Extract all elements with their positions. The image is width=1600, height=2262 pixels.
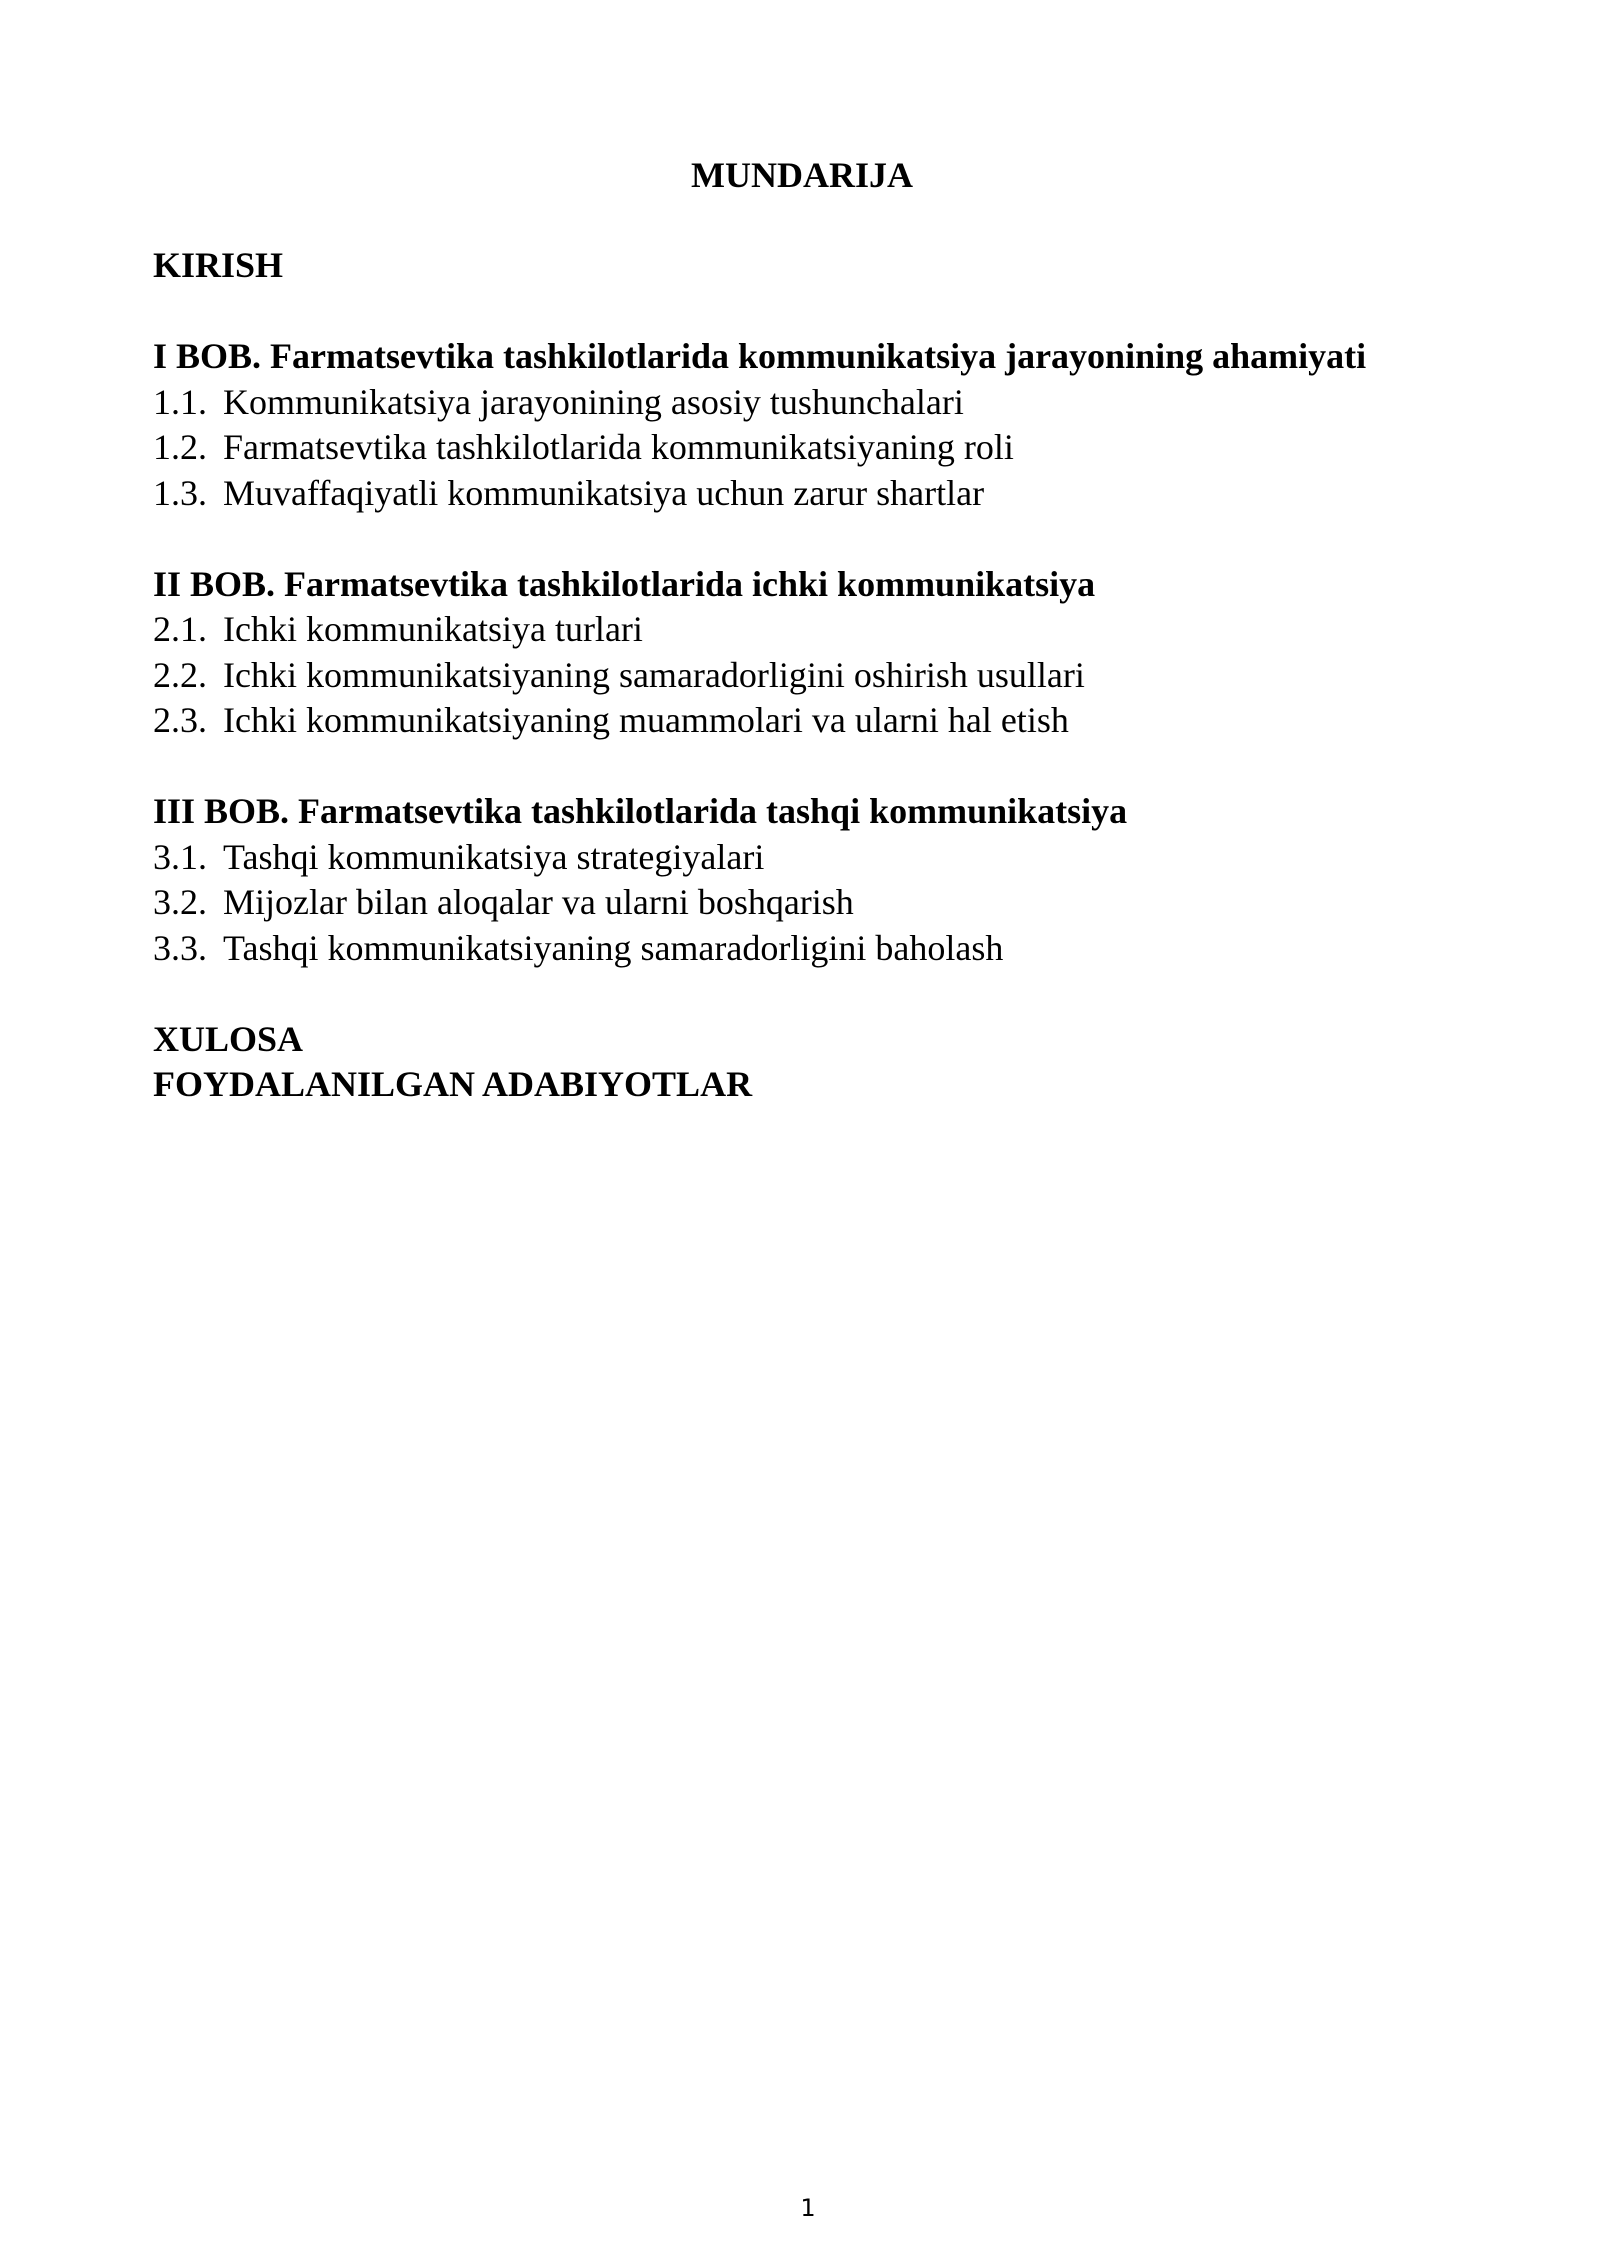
- chapter-2-title: II BOB. Farmatsevtika tashkilotlarida ichki kommunikatsiya: [153, 563, 1096, 604]
- spacer: [153, 289, 1473, 335]
- toc-section-3-1: [153, 835, 1473, 881]
- toc-section-3-2: [153, 880, 1473, 926]
- page-title: MUNDARIJA: [691, 155, 913, 195]
- section-number: 3.3.: [153, 927, 207, 968]
- chapter-1-title: I BOB. Farmatsevtika tashkilotlarida kommunikatsiya jarayonining ahamiyati: [153, 336, 1367, 376]
- toc-section-1-3: [153, 471, 1473, 517]
- section-number: 2.2.: [153, 654, 207, 695]
- section-number: 3.2.: [153, 882, 207, 922]
- toc-intro: KIRISH: [153, 245, 284, 285]
- toc-section-1-1: [153, 380, 1473, 426]
- section-number: 1.2.: [153, 427, 207, 467]
- section-number: 1.1.: [153, 381, 207, 422]
- section-number: 3.1.: [153, 836, 207, 877]
- table-of-contents: [153, 243, 1473, 1108]
- section-text: Farmatsevtika tashkilotlarida kommunikatsiyaning roli: [223, 427, 1014, 467]
- section-number: 1.3.: [153, 472, 207, 513]
- toc-section-3-3: [153, 926, 1473, 972]
- section-number: 2.3.: [153, 700, 207, 740]
- section-text: Muvaffaqiyatli kommunikatsiya uchun zarur shartlar: [223, 472, 985, 513]
- section-text: Tashqi kommunikatsiya strategiyalari: [223, 836, 765, 877]
- toc-section-1-2: [153, 425, 1473, 471]
- section-text: Tashqi kommunikatsiyaning samaradorligini baholash: [223, 927, 1004, 968]
- toc-section-2-1: [153, 607, 1473, 653]
- section-text: Ichki kommunikatsiyaning muammolari va ularni hal etish: [223, 700, 1069, 740]
- section-text: Ichki kommunikatsiya turlari: [223, 609, 643, 649]
- toc-references: FOYDALANILGAN ADABIYOTLAR: [153, 1064, 753, 1104]
- toc-section-2-3: [153, 698, 1473, 744]
- spacer: [153, 744, 1473, 790]
- section-text: Ichki kommunikatsiyaning samaradorligini oshirish usullari: [223, 654, 1085, 695]
- spacer: [153, 971, 1473, 1017]
- toc-section-2-2: [153, 653, 1473, 699]
- chapter-3-title: III BOB. Farmatsevtika tashkilotlarida tashqi kommunikatsiya: [153, 791, 1128, 831]
- section-number: 2.1.: [153, 609, 207, 649]
- page-number: 1: [800, 2194, 816, 2222]
- section-text: Mijozlar bilan aloqalar va ularni boshqarish: [223, 882, 854, 922]
- spacer: [153, 516, 1473, 562]
- toc-conclusion: XULOSA: [153, 1018, 304, 1059]
- section-text: Kommunikatsiya jarayonining asosiy tushunchalari: [223, 381, 964, 422]
